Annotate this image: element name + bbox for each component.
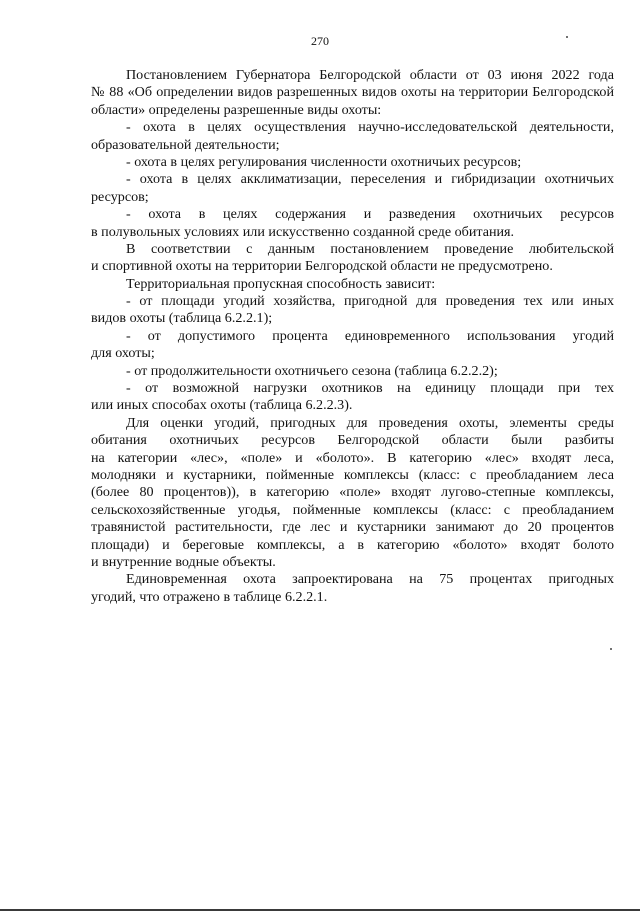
text-line: Для оценки угодий, пригодных для проведения охоты, элементы среды: [126, 414, 614, 431]
text-line: в полувольных условиях или искусственно созданной среде обитания.: [91, 223, 515, 240]
text-line: или иных способах охоты (таблица 6.2.2.3).: [91, 397, 353, 414]
text-line: ресурсов;: [91, 188, 149, 205]
text-line: обитания охотничьих ресурсов Белгородской области были разбиты: [91, 432, 614, 449]
text-line: - от продолжительности охотничьего сезона (таблица 6.2.2.2);: [126, 362, 498, 379]
text-line: (более 80 процентов)), в категорию «поле» входят лугово-степные комплексы,: [91, 484, 614, 501]
text-line: молодняки и кустарники, пойменные комплексы (класс: с преобладанием леса: [91, 466, 614, 483]
text-line: и спортивной охоты на территории Белгородской области не предусмотрено.: [91, 258, 553, 275]
text-line: Постановлением Губернатора Белгородской области от 03 июня 2022 года: [126, 67, 614, 83]
text-line: - охота в целях акклиматизации, переселения и гибридизации охотничьих: [126, 171, 614, 188]
text-line: области» определены разрешенные виды охоты:: [91, 101, 382, 118]
text-line: видов охоты (таблица 6.2.2.1);: [91, 310, 273, 327]
text-line: угодий, что отражено в таблице 6.2.2.1.: [91, 588, 328, 605]
text-line: - от площади угодий хозяйства, пригодной для проведения тех или иных: [126, 293, 614, 310]
text-line: образовательной деятельности;: [91, 136, 280, 153]
text-line: - охота в целях осуществления научно-исследовательской деятельности,: [126, 119, 614, 136]
text-line: - от возможной нагрузки охотников на единицу площади при тех: [126, 380, 614, 397]
text-line: сельскохозяйственные угодья, пойменные комплексы (класс: с преобладанием: [91, 501, 614, 518]
text-line: Территориальная пропускная способность зависит:: [126, 275, 436, 292]
text-line: - от допустимого процента единовременного использования угодий: [126, 327, 614, 344]
text-line: - охота в целях содержания и разведения охотничьих ресурсов: [126, 206, 614, 223]
text-line: № 88 «Об определении видов разрешенных видов охоты на территории Белгородской: [91, 84, 614, 101]
scan-speck: [610, 648, 612, 650]
text-line: - охота в целях регулирования численности охотничьих ресурсов;: [126, 153, 522, 170]
text-line: площади) и береговые комплексы, а в категорию «болото» входят болото: [91, 536, 614, 553]
scan-speck: [566, 36, 568, 38]
body-text: [91, 67, 614, 606]
text-line: травянистой растительности, где лес и кустарники занимают до 20 процентов: [91, 519, 614, 536]
text-line: для охоты;: [91, 345, 155, 362]
text-line: Единовременная охота запроектирована на 75 процентах пригодных: [126, 571, 614, 588]
text-line: В соответствии с данным постановлением проведение любительской: [126, 240, 614, 257]
scan-edge-line: [0, 909, 640, 911]
text-line: и внутренние водные объекты.: [91, 553, 276, 570]
text-line: на категории «лес», «поле» и «болото». В категорию «лес» входят леса,: [91, 449, 614, 466]
page-number: 270: [311, 34, 329, 48]
